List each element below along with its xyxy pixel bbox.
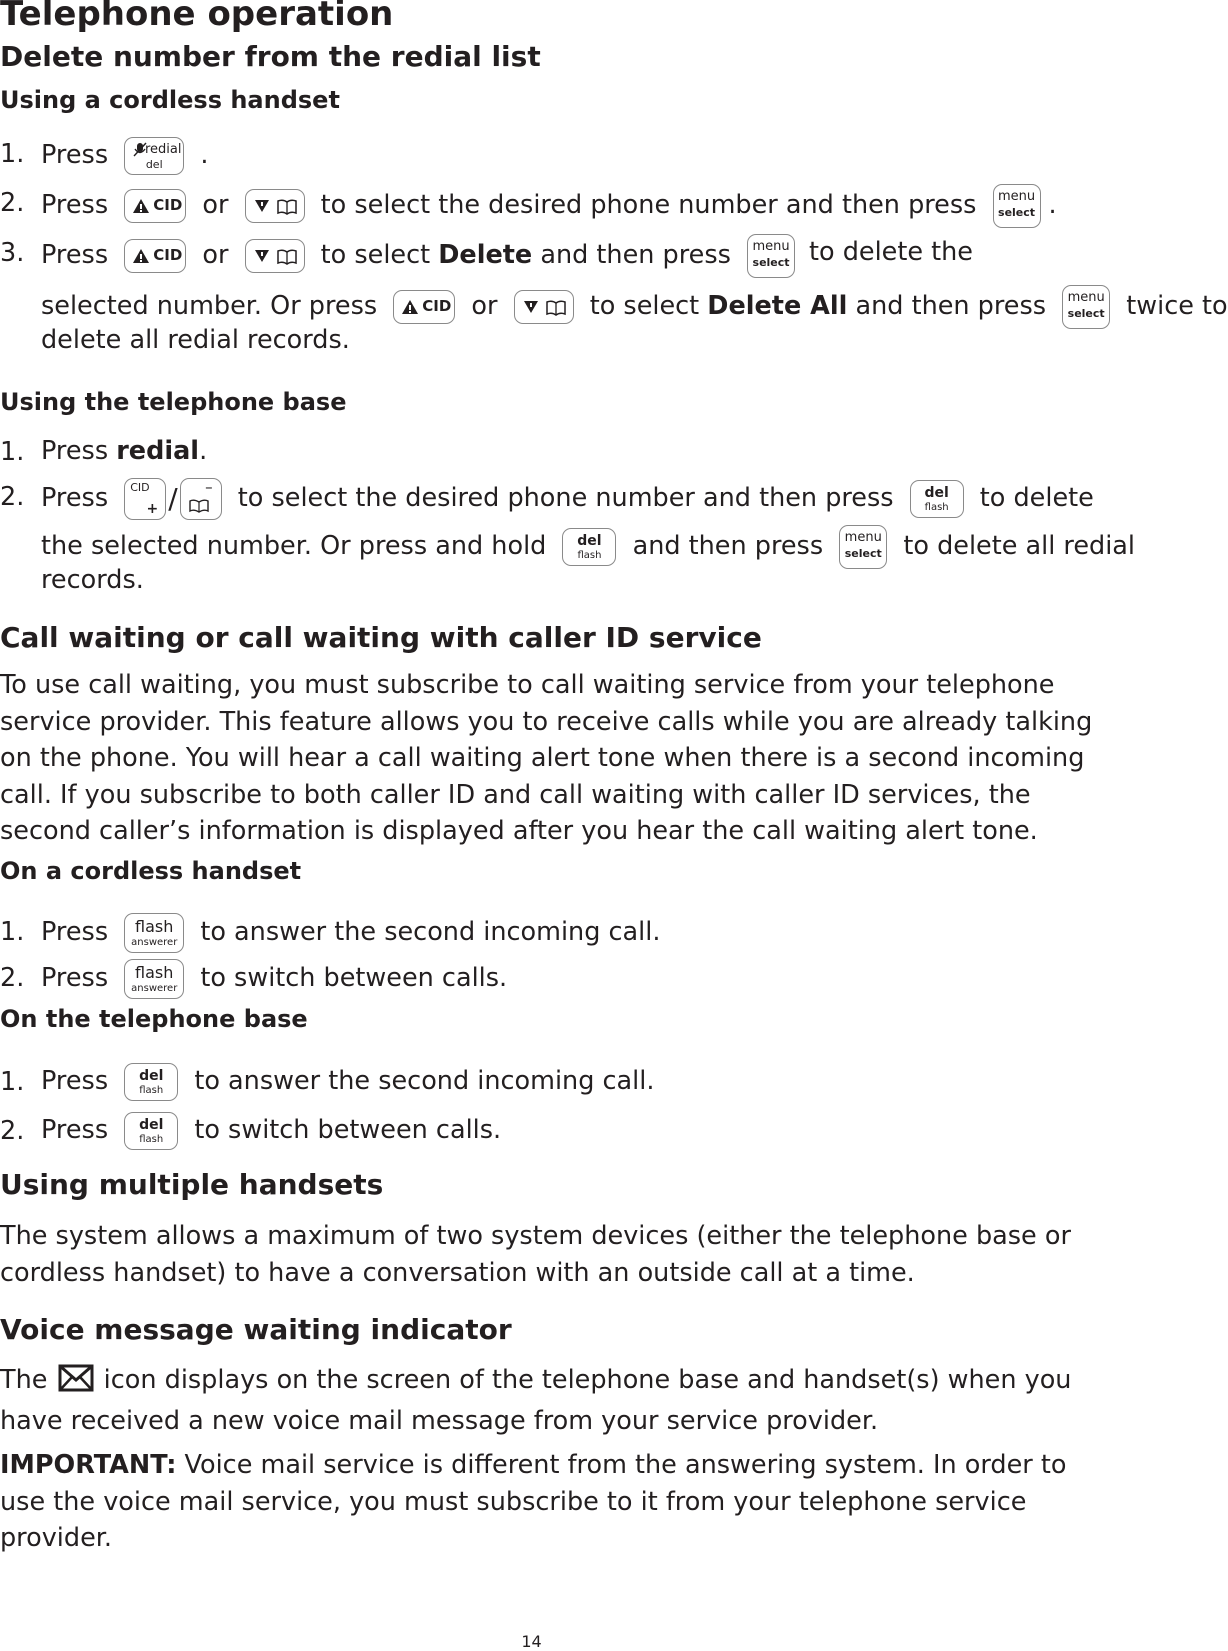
step-text: to answer the second incoming call.	[200, 917, 661, 947]
step-number: 2.	[0, 1116, 25, 1146]
del-flash-key-icon	[562, 528, 616, 566]
step-text: records.	[41, 565, 144, 595]
keyword-redial: redial	[116, 436, 200, 466]
key-label: flash	[135, 963, 174, 982]
section-heading-voice: Voice message waiting indicator	[0, 1313, 512, 1346]
minus-book-key-icon	[180, 478, 222, 520]
del-flash-key-icon	[124, 1063, 178, 1101]
key-sublabel: select	[752, 256, 790, 269]
step-text: to select	[589, 291, 700, 321]
down-arrow-book-icon	[523, 299, 567, 317]
step-text: and then press	[540, 240, 731, 270]
step-text: Press	[41, 1115, 109, 1145]
step-cordless-2	[41, 184, 1057, 228]
cid-up-key-icon	[124, 239, 186, 273]
step-text: selected number. Or press	[41, 291, 378, 321]
key-sublabel: answerer	[131, 937, 178, 948]
step-text: to answer the second incoming call.	[194, 1066, 655, 1096]
key-label: menu	[997, 189, 1036, 204]
up-arrow-icon	[132, 198, 150, 214]
step-text: or	[202, 240, 229, 270]
important-note	[0, 1447, 1100, 1557]
voice-text: icon displays on the screen of the telephone base and handset(s) when you have received a new voice mail message from your service provider.	[0, 1365, 1072, 1436]
flash-answerer-key-icon	[124, 959, 184, 999]
cid-up-key-icon	[393, 290, 455, 324]
step-number: 3.	[0, 238, 25, 268]
step-text: Press	[41, 1066, 109, 1096]
step-text: to select the desired phone number and then press	[320, 190, 977, 220]
key-label: del	[577, 533, 602, 549]
step-text: Press	[41, 240, 109, 270]
subheading-on-handset: On a cordless handset	[0, 857, 302, 885]
step-base-cw-1	[41, 1063, 654, 1101]
key-sublabel: flash	[139, 1085, 164, 1096]
step-text: .	[199, 436, 208, 466]
step-handset-2	[41, 959, 507, 999]
slash-separator: /	[168, 482, 178, 515]
step-text: to delete all redial	[903, 531, 1136, 561]
cid-plus-key-icon	[124, 478, 166, 520]
mute-mic-icon	[133, 142, 147, 158]
del-flash-key-icon	[910, 480, 964, 518]
step-text: to delete the	[809, 237, 973, 267]
key-label: menu	[844, 530, 882, 545]
step-number: 2.	[0, 482, 25, 512]
section-heading-delete: Delete number from the redial list	[0, 40, 541, 73]
step-text: to select	[320, 240, 431, 270]
step-text: and then press	[632, 531, 824, 561]
up-arrow-icon	[401, 299, 419, 315]
step-base-cw-2	[41, 1112, 501, 1150]
step-number: 1.	[0, 1067, 25, 1097]
down-book-key-icon	[245, 239, 305, 273]
step-text: or	[471, 291, 498, 321]
step-base-1	[41, 433, 207, 469]
key-sublabel: select	[844, 547, 882, 560]
key-label: del	[139, 1117, 164, 1133]
step-text: Press	[41, 917, 109, 947]
key-label: del	[139, 1068, 164, 1084]
step-base-2-line2	[41, 525, 1135, 569]
important-label: IMPORTANT:	[0, 1450, 177, 1480]
book-icon	[189, 499, 209, 513]
step-text: Press	[41, 140, 109, 170]
step-text: to select the desired phone number and then press	[237, 483, 894, 513]
key-sublabel: answerer	[131, 983, 178, 994]
step-text: to delete	[979, 483, 1094, 513]
step-text: Press	[41, 483, 109, 513]
key-sublabel: del	[145, 158, 163, 171]
key-sublabel: flash	[139, 1134, 164, 1145]
key-label: flash	[135, 917, 174, 936]
key-sublabel: select	[1067, 307, 1105, 320]
keyword-delete: Delete	[438, 240, 533, 270]
page-title: Telephone operation	[0, 0, 394, 34]
key-sublabel: +	[146, 501, 159, 517]
down-book-key-icon	[514, 290, 574, 324]
key-label: CID	[130, 481, 150, 494]
step-number: 1.	[0, 437, 25, 467]
key-label: CID	[153, 196, 183, 214]
step-text: to switch between calls.	[194, 1115, 502, 1145]
key-label: CID	[422, 297, 452, 315]
key-label: redial	[144, 142, 182, 157]
menu-select-key-icon	[747, 234, 795, 278]
key-sublabel: flash	[577, 550, 602, 561]
section-heading-multiple: Using multiple handsets	[0, 1168, 384, 1201]
call-waiting-body: To use call waiting, you must subscribe to call waiting service from your telephone service provider. This feature allows you to receive calls while you are already talking on the phone. You will hear a call waiting alert tone when there is a second incoming call. If you subscribe to both caller ID and call waiting with caller ID services, the second caller’s information is displayed after you hear the call waiting alert tone.	[0, 670, 1093, 846]
step-base-2-line1	[41, 478, 1094, 520]
section-heading-call-waiting: Call waiting or call waiting with caller ID service	[0, 621, 762, 654]
subheading-on-base: On the telephone base	[0, 1005, 308, 1033]
multiple-body: The system allows a maximum of two system devices (either the telephone base or cordless handset) to have a conversation with an outside call at a time.	[0, 1221, 1071, 1288]
step-text: Press	[41, 436, 109, 466]
menu-select-key-icon	[993, 184, 1041, 228]
step-number: 1.	[0, 139, 25, 169]
step-text: twice to	[1126, 291, 1228, 321]
key-label: CID	[153, 246, 183, 264]
down-arrow-book-icon	[254, 198, 298, 216]
subheading-base: Using the telephone base	[0, 388, 347, 416]
step-number: 2.	[0, 188, 25, 218]
envelope-icon	[58, 1364, 94, 1403]
voice-body	[0, 1362, 1112, 1439]
step-text: .	[200, 140, 209, 170]
voice-text: The	[0, 1365, 48, 1395]
keyword-delete-all: Delete All	[707, 291, 848, 321]
cid-up-key-icon	[124, 189, 186, 223]
step-number: 1.	[0, 917, 25, 947]
step-text: .	[1048, 190, 1057, 220]
step-cordless-1	[41, 137, 208, 175]
step-text: Press	[41, 190, 109, 220]
key-label: menu	[752, 239, 790, 254]
key-label: –	[205, 478, 213, 496]
important-text: Voice mail service is different from the answering system. In order to use the voice mail service, you must subscribe to it from your telephone service provider.	[0, 1450, 1067, 1553]
step-text: delete all redial records.	[41, 325, 350, 355]
key-sublabel: flash	[924, 502, 949, 513]
key-label: del	[924, 485, 949, 501]
step-text: the selected number. Or press and hold	[41, 531, 547, 561]
menu-select-key-icon	[839, 525, 887, 569]
step-text: and then press	[855, 291, 1047, 321]
key-sublabel: select	[998, 206, 1036, 219]
step-cordless-3-tail1	[809, 234, 973, 270]
step-number: 2.	[0, 963, 25, 993]
down-arrow-book-icon	[254, 248, 298, 266]
down-book-key-icon	[245, 189, 305, 223]
step-handset-1	[41, 913, 660, 953]
flash-answerer-key-icon	[124, 913, 184, 953]
subheading-cordless: Using a cordless handset	[0, 86, 340, 114]
redial-key-icon	[124, 137, 184, 175]
step-text: or	[202, 190, 229, 220]
up-arrow-icon	[132, 248, 150, 264]
step-base-2-line3	[41, 562, 144, 598]
step-cordless-3-line3	[41, 322, 350, 358]
key-label: menu	[1067, 290, 1105, 305]
page-number: 14	[521, 1632, 542, 1651]
menu-select-key-icon	[1062, 285, 1110, 329]
step-cordless-3-line1	[41, 234, 803, 278]
step-text: to switch between calls.	[200, 963, 508, 993]
del-flash-key-icon	[124, 1112, 178, 1150]
step-text: Press	[41, 963, 109, 993]
